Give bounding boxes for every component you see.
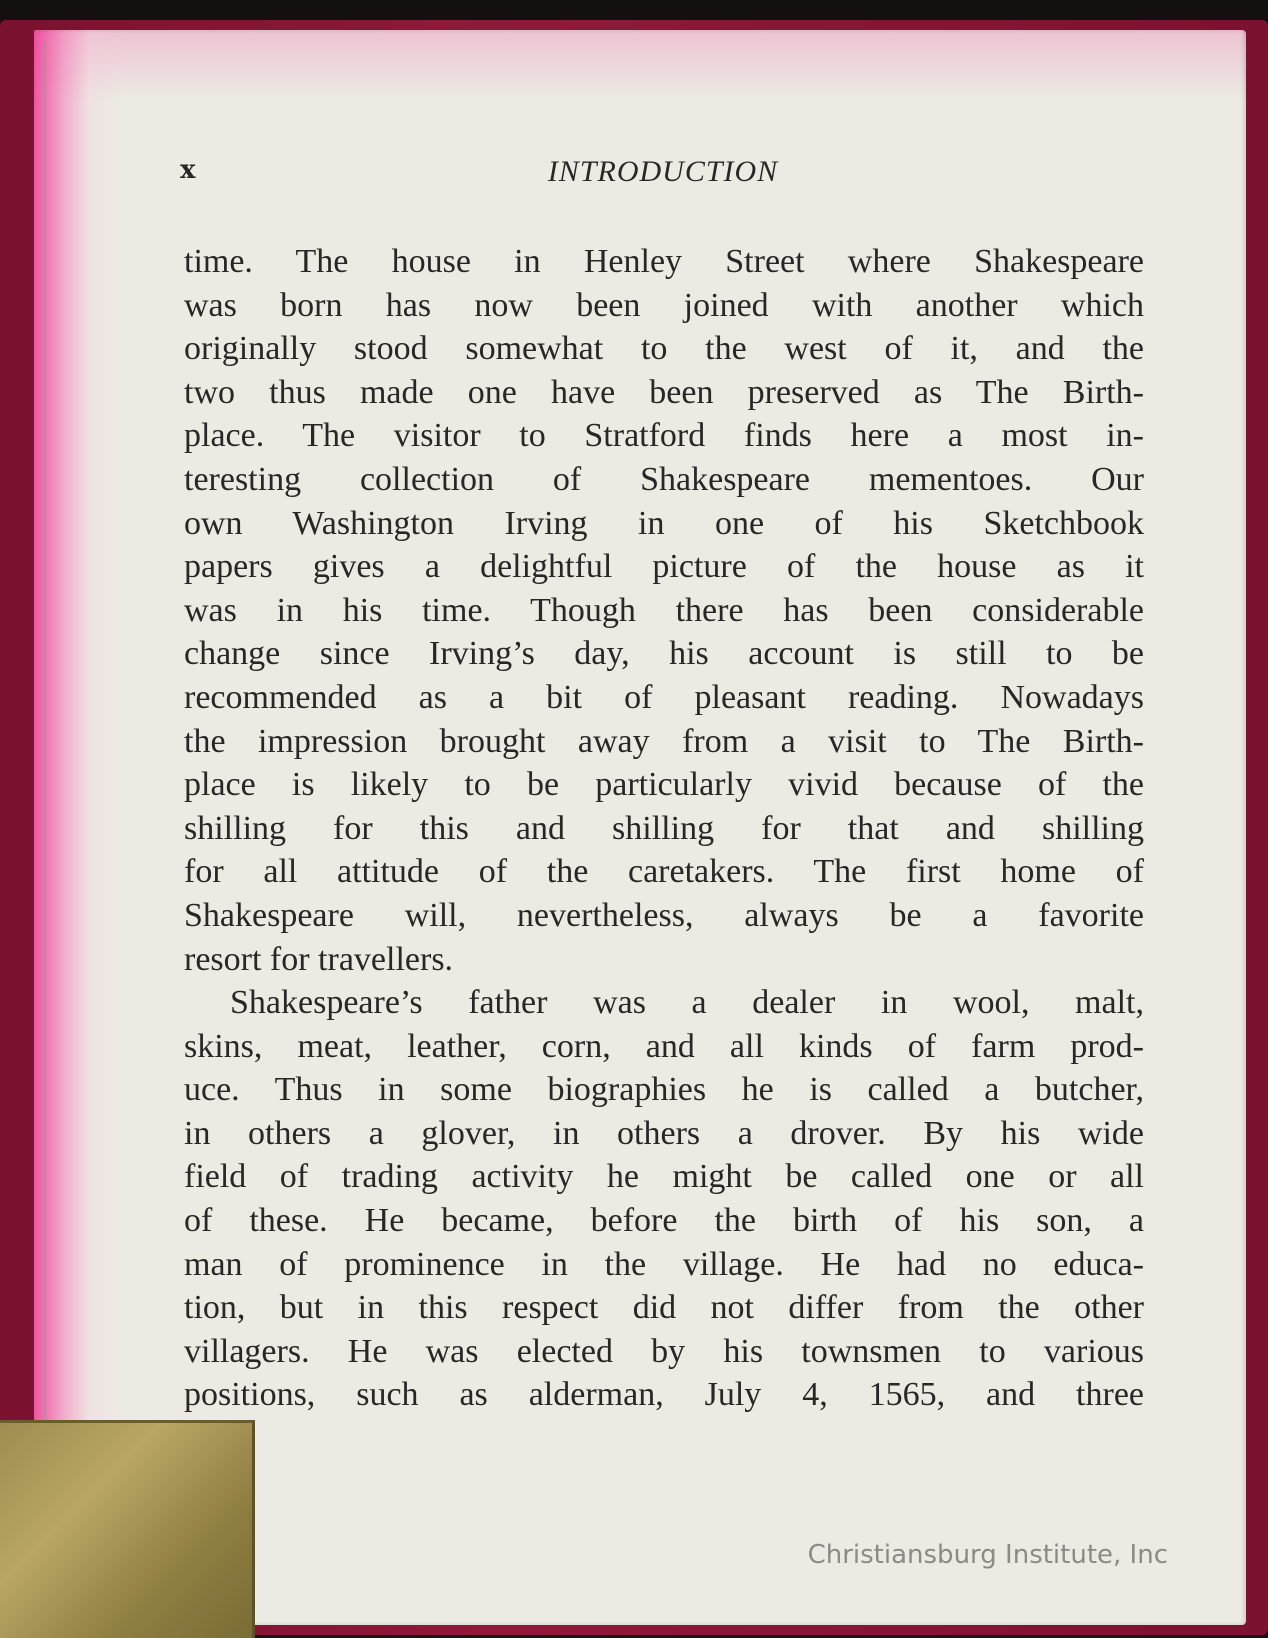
text-line: place is likely to be particularly vivid because of the [184, 766, 1144, 804]
text-line: uce. Thus in some biographies he is called a butcher, [184, 1071, 1144, 1109]
text-line: originally stood somewhat to the west of it, and the [184, 330, 1144, 368]
text-line: villagers. He was elected by his townsmen to various [184, 1332, 1144, 1370]
text-line: resort for travellers. [184, 940, 454, 978]
text-line: for all attitude of the caretakers. The first home of [184, 853, 1144, 891]
text-line: recommended as a bit of pleasant reading. Nowadays [184, 678, 1144, 716]
watermark: Christiansburg Institute, Inc [807, 1540, 1168, 1570]
text-line: tion, but in this respect did not differ from the other [184, 1289, 1144, 1327]
text-line: man of prominence in the village. He had no educa- [184, 1245, 1144, 1283]
text-line: Shakespeare will, nevertheless, always be a favorite [184, 896, 1144, 934]
text-line: the impression brought away from a visit to The Birth- [184, 722, 1144, 760]
text-line: was in his time. Though there has been considerable [184, 591, 1144, 629]
text-line: time. The house in Henley Street where Shakespeare [184, 243, 1144, 280]
text-line: own Washington Irving in one of his Sketchbook [184, 504, 1144, 542]
text-line: teresting collection of Shakespeare mementoes. Our [184, 460, 1144, 498]
gutter-line [44, 40, 46, 1420]
page-header [180, 155, 1146, 195]
bookmark-tab [0, 1420, 255, 1638]
running-head: INTRODUCTION [547, 155, 779, 188]
text-line: place. The visitor to Stratford finds here a most in- [184, 417, 1144, 455]
text-line: positions, such as alderman, July 4, 1565, and three [184, 1376, 1144, 1414]
body-text [184, 240, 1144, 1417]
text-line: change since Irving’s day, his account is still to be [184, 635, 1144, 673]
text-line: of these. He became, before the birth of his son, a [184, 1202, 1144, 1240]
text-line: two thus made one have been preserved as The Birth- [184, 373, 1144, 411]
text-line: skins, meat, leather, corn, and all kinds of farm prod- [184, 1027, 1144, 1065]
text-line: in others a glover, in others a drover. By his wide [184, 1114, 1144, 1152]
text-line: papers gives a delightful picture of the house as it [184, 548, 1144, 586]
text-line: shilling for this and shilling for that and shilling [184, 809, 1144, 847]
text-line: field of trading activity he might be called one or all [184, 1158, 1144, 1196]
page-number: x [180, 155, 196, 185]
text-line: was born has now been joined with another which [184, 286, 1144, 324]
text-line: Shakespeare’s father was a dealer in wool, malt, [230, 984, 1144, 1022]
